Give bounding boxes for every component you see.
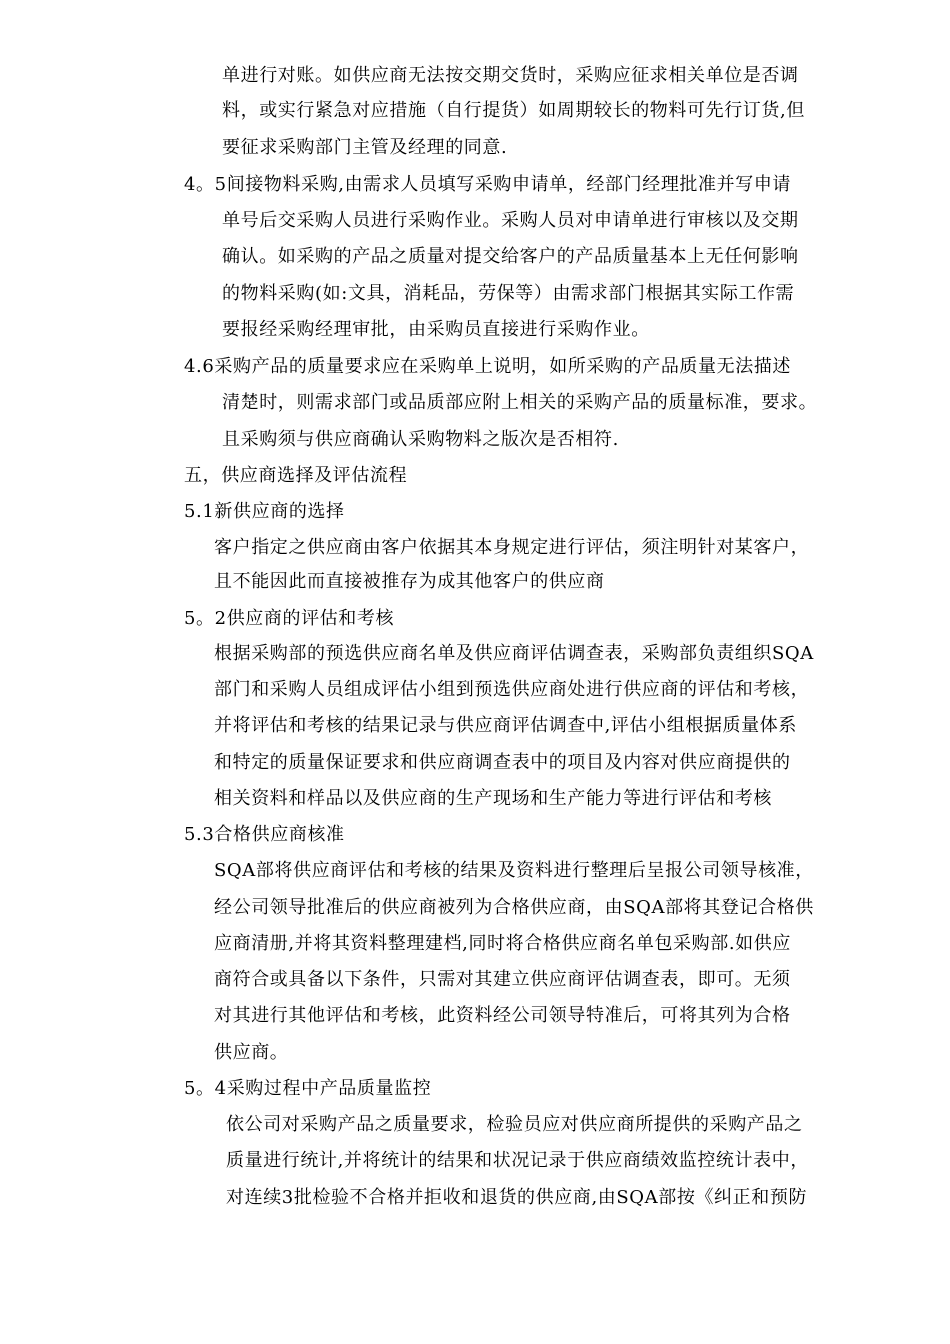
text-line: 和特定的质量保证要求和供应商调查表中的项目及内容对供应商提供的 xyxy=(214,752,791,773)
text-line: 4.6采购产品的质量要求应在采购单上说明，如所采购的产品质量无法描述 xyxy=(184,356,792,377)
text-line: 供应商。 xyxy=(214,1042,289,1063)
text-line: 相关资料和样品以及供应商的生产现场和生产能力等进行评估和考核 xyxy=(214,788,772,809)
text-line: 且不能因此而直接被推存为成其他客户的供应商 xyxy=(214,571,605,592)
text-line: 且采购须与供应商确认采购物料之版次是否相符. xyxy=(222,429,619,450)
text-line: 依公司对采购产品之质量要求，检验员应对供应商所提供的采购产品之 xyxy=(226,1114,803,1135)
text-line: 对连续3批检验不合格并拒收和退货的供应商,由SQA部按《纠正和预防 xyxy=(226,1187,808,1208)
text-line: 应商清册,并将其资料整理建档,同时将合格供应商名单包采购部.如供应 xyxy=(214,933,791,954)
text-line: 部门和采购人员组成评估小组到预选供应商处进行供应商的评估和考核， xyxy=(214,679,810,700)
text-line: 确认。如采购的产品之质量对提交给客户的产品质量基本上无任何影响 xyxy=(222,246,799,267)
section-heading: 五，供应商选择及评估流程 xyxy=(184,465,408,486)
text-line: SQA部将供应商评估和考核的结果及资料进行整理后呈报公司领导核准， xyxy=(214,860,814,881)
text-line: 料，或实行紧急对应措施（自行提货）如周期较长的物料可先行订货,但 xyxy=(222,100,805,121)
text-line: 4。5间接物料采购,由需求人员填写采购申请单，经部门经理批准并写申请 xyxy=(184,174,792,195)
text-line: 的物料采购(如:文具，消耗品，劳保等）由需求部门根据其实际工作需 xyxy=(222,283,795,304)
text-line: 对其进行其他评估和考核，此资料经公司领导特准后，可将其列为合格 xyxy=(214,1005,791,1026)
text-line: 质量进行统计,并将统计的结果和状况记录于供应商绩效监控统计表中， xyxy=(226,1150,809,1171)
text-line: 要征求采购部门主管及经理的同意. xyxy=(222,137,508,158)
text-line: 单号后交采购人员进行采购作业。采购人员对申请单进行审核以及交期 xyxy=(222,210,799,231)
text-line: 根据采购部的预选供应商名单及供应商评估调查表，采购部负责组织SQA xyxy=(214,643,814,664)
text-line: 清楚时，则需求部门或品质部应附上相关的采购产品的质量标准，要求。 xyxy=(222,392,818,413)
subsection-heading: 5。4采购过程中产品质量监控 xyxy=(184,1078,432,1099)
text-line: 单进行对账。如供应商无法按交期交货时，采购应征求相关单位是否调 xyxy=(222,65,799,86)
subsection-heading: 5.1新供应商的选择 xyxy=(184,501,345,522)
text-line: 要报经采购经理审批，由采购员直接进行采购作业。 xyxy=(222,319,650,340)
subsection-heading: 5。2供应商的评估和考核 xyxy=(184,608,395,629)
text-line: 客户指定之供应商由客户依据其本身规定进行评估，须注明针对某客户， xyxy=(214,537,810,558)
subsection-heading: 5.3合格供应商核准 xyxy=(184,824,345,845)
text-line: 并将评估和考核的结果记录与供应商评估调查中,评估小组根据质量体系 xyxy=(214,715,797,736)
text-line: 商符合或具备以下条件，只需对其建立供应商评估调查表，即可。无须 xyxy=(214,969,791,990)
text-line: 经公司领导批准后的供应商被列为合格供应商，由SQA部将其登记合格供 xyxy=(214,897,814,918)
